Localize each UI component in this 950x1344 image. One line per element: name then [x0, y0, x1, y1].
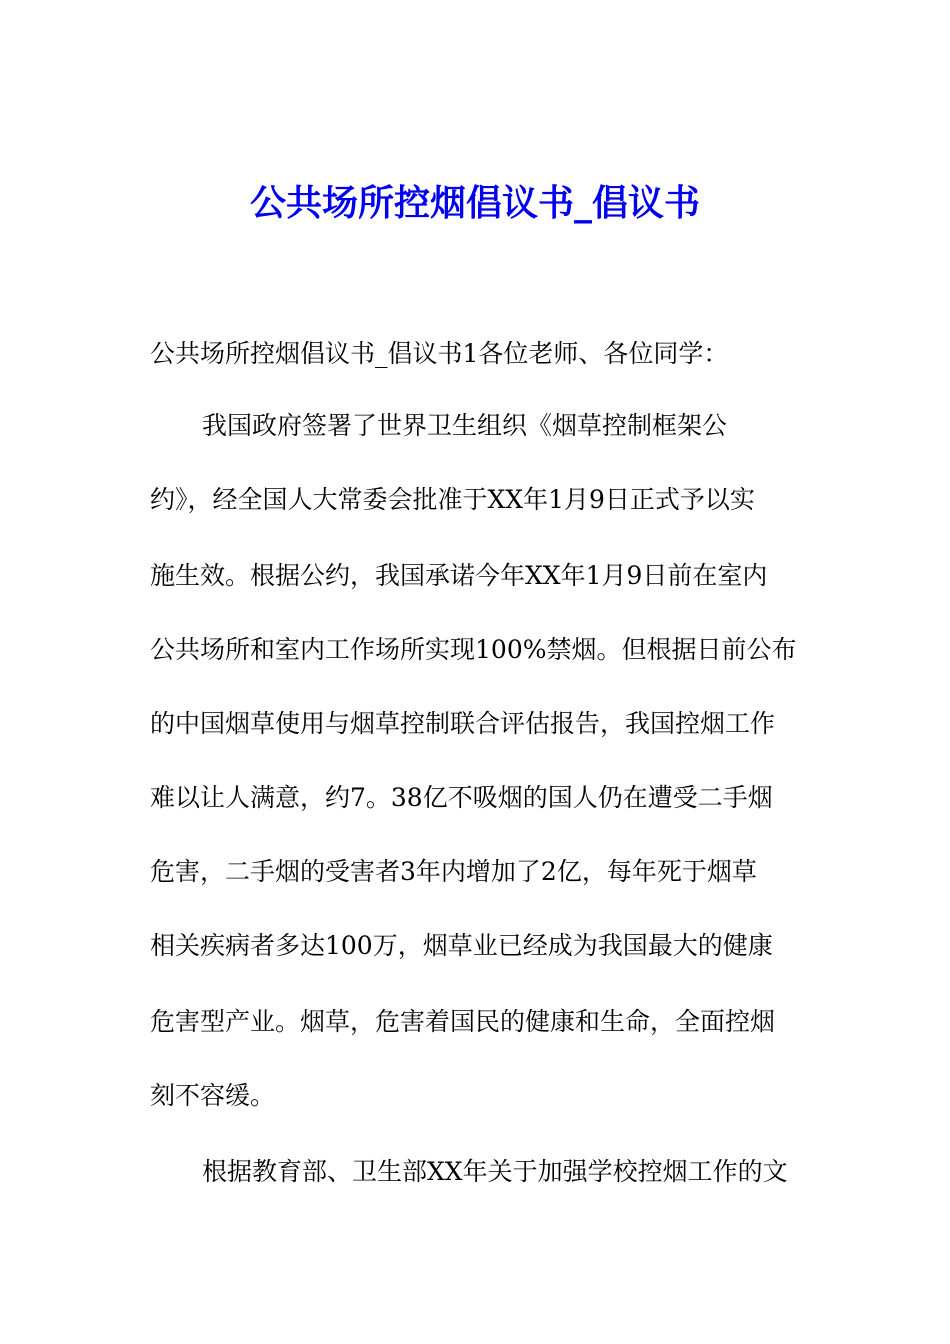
paragraph-line: 危害，二手烟的受害者3年内增加了2亿，每年死于烟草 [150, 857, 757, 886]
paragraph-line: 相关疾病者多达100万，烟草业已经成为我国最大的健康 [150, 931, 773, 960]
paragraph-line: 我国政府签署了世界卫生组织《烟草控制框架公 [202, 411, 728, 440]
paragraph-line: 的中国烟草使用与烟草控制联合评估报告，我国控烟工作 [150, 709, 776, 738]
paragraph-line: 危害型产业。烟草，危害着国民的健康和生命，全面控烟 [150, 1007, 776, 1036]
paragraph-line: 施生效。根据公约，我国承诺今年XX年1月9日前在室内 [150, 561, 768, 590]
paragraph-line: 公共场所控烟倡议书_倡议书1各位老师、各位同学： [150, 339, 729, 368]
paragraph-line: 难以让人满意，约7。38亿不吸烟的国人仍在遭受二手烟 [150, 783, 773, 812]
document-title: 公共场所控烟倡议书_倡议书 [249, 182, 700, 224]
paragraph-line: 公共场所和室内工作场所实现100%禁烟。但根据日前公布 [150, 635, 797, 664]
paragraph-line: 约》，经全国人大常委会批准于XX年1月9日正式予以实 [150, 485, 755, 514]
paragraph-line: 刻不容缓。 [150, 1081, 276, 1110]
paragraph-line: 根据教育部、卫生部XX年关于加强学校控烟工作的文 [202, 1157, 788, 1186]
